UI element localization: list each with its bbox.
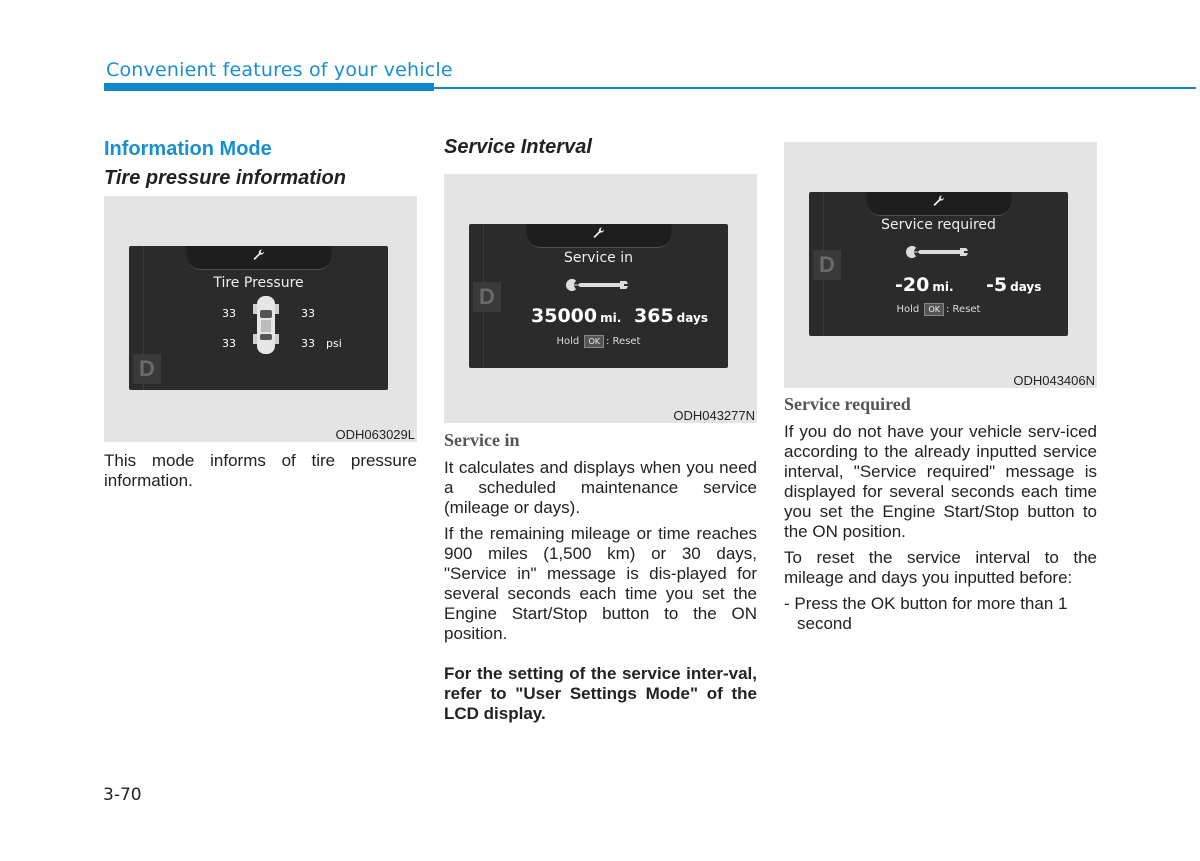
body-paragraph: If the remaining mileage or time reaches 900 miles (1,500 km) or 30 days, "Service in" message is dis-played for several seconds each time you set the Engine Start/Stop button to the ON position. — [444, 524, 757, 643]
figure-code: ODH043277N — [673, 408, 755, 423]
bullet-item: - Press the OK button for more than 1 second — [784, 594, 1068, 633]
service-required-figure — [784, 142, 1097, 388]
tire-rear-left: 33 — [222, 337, 236, 350]
reset-hint: Hold OK : Reset — [556, 336, 641, 347]
display-top-tab — [866, 192, 1011, 216]
body-paragraph: It calculates and displays when you need a scheduled maintenance service (mileage or days). — [444, 458, 757, 517]
wrench-icon — [252, 248, 266, 265]
display-top-tab — [186, 246, 331, 270]
overdue-days: -5 days — [986, 274, 1042, 296]
column-2 — [444, 136, 757, 730]
display-top-tab — [526, 224, 671, 248]
subsection-heading: Service in — [444, 430, 520, 450]
page-number: 3-70 — [103, 785, 142, 805]
pressure-unit: psi — [326, 337, 342, 350]
large-wrench-icon — [904, 245, 974, 259]
tire-rear-right: 33 — [301, 337, 315, 350]
screen-title: Tire Pressure — [213, 275, 304, 291]
column-1 — [104, 138, 417, 497]
running-header: Convenient features of your vehicle — [106, 59, 453, 81]
subsection-heading: Tire pressure information — [104, 167, 346, 189]
body-paragraph: This mode informs of tire pressure information. — [104, 451, 417, 490]
ok-button-glyph: OK — [584, 335, 604, 348]
overdue-mileage: -20 mi. — [895, 274, 954, 296]
large-wrench-icon — [564, 278, 634, 292]
ok-button-glyph: OK — [924, 303, 944, 316]
note-paragraph: For the setting of the service inter-val, refer to "User Settings Mode" of the LCD display. — [444, 664, 757, 723]
section-heading: Service Interval — [444, 136, 592, 158]
tire-pressure-figure — [104, 196, 417, 442]
header-rule — [434, 87, 1196, 89]
header-accent-bar — [104, 83, 434, 91]
tire-front-left: 33 — [222, 307, 236, 320]
gear-indicator: D — [473, 282, 501, 312]
remaining-days: 365 days — [634, 305, 708, 327]
service-in-figure — [444, 174, 757, 423]
reset-hint: Hold OK : Reset — [896, 304, 981, 315]
subsection-heading: Service required — [784, 394, 911, 414]
figure-code: ODH063029L — [335, 427, 415, 442]
screen-title: Service in — [564, 250, 633, 266]
wrench-icon — [592, 226, 606, 243]
remaining-mileage: 35000 mi. — [531, 305, 622, 327]
gear-indicator: D — [813, 250, 841, 280]
section-heading: Information Mode — [104, 138, 272, 160]
car-top-view-icon — [251, 294, 281, 356]
body-paragraph: If you do not have your vehicle serv-iced according to the already inputted service interval, "Service required" message is displayed for several seconds each time you set the Engine Start/Stop button to the ON position. — [784, 422, 1097, 541]
body-paragraph: To reset the service interval to the mileage and days you inputted before: — [784, 548, 1097, 587]
screen-title: Service required — [881, 217, 996, 233]
cluster-display — [809, 192, 1068, 336]
cluster-display — [129, 246, 388, 390]
wrench-icon — [932, 194, 946, 211]
cluster-display — [469, 224, 728, 368]
figure-code: ODH043406N — [1013, 373, 1095, 388]
gear-indicator: D — [133, 354, 161, 384]
column-3 — [784, 142, 1097, 640]
tire-front-right: 33 — [301, 307, 315, 320]
